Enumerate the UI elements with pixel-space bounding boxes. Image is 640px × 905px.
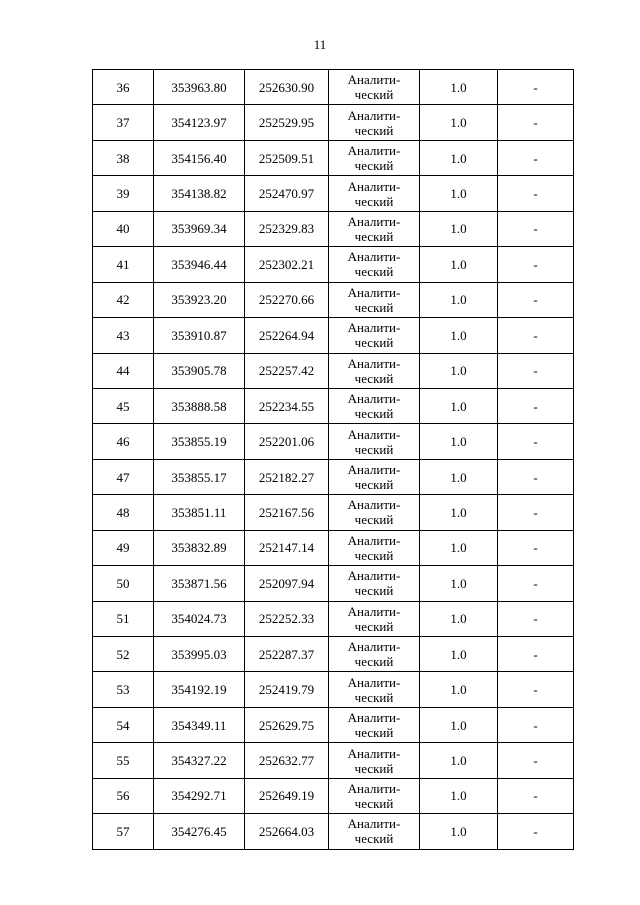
method-cell — [329, 318, 420, 353]
method-line-2: ческий — [354, 725, 394, 741]
y-coordinate-cell: 252097.94 — [245, 566, 329, 601]
method-line-1: Аналити- — [347, 426, 401, 442]
table-row — [93, 601, 574, 636]
method-cell — [329, 140, 420, 175]
table-row — [93, 211, 574, 246]
method-cell — [329, 637, 420, 672]
method-line-1: Аналити- — [347, 72, 401, 88]
y-coordinate-cell: 252270.66 — [245, 282, 329, 317]
method-cell — [329, 247, 420, 282]
method-line-1: Аналити- — [347, 710, 401, 726]
method-line-2: ческий — [354, 87, 394, 103]
method-line-2: ческий — [354, 193, 394, 209]
accuracy-cell: 1.0 — [420, 672, 498, 707]
method-line-1: Аналити- — [347, 816, 401, 832]
note-cell: - — [498, 247, 574, 282]
method-cell — [329, 424, 420, 459]
accuracy-cell: 1.0 — [420, 318, 498, 353]
accuracy-cell: 1.0 — [420, 70, 498, 105]
x-coordinate-cell: 353995.03 — [154, 637, 245, 672]
method-cell — [329, 814, 420, 849]
x-coordinate-cell: 354192.19 — [154, 672, 245, 707]
method-line-2: ческий — [354, 441, 394, 457]
table-row — [93, 566, 574, 601]
y-coordinate-cell: 252649.19 — [245, 778, 329, 813]
point-number-cell: 43 — [93, 318, 154, 353]
x-coordinate-cell: 353851.11 — [154, 495, 245, 530]
x-coordinate-cell: 354123.97 — [154, 105, 245, 140]
y-coordinate-cell: 252630.90 — [245, 70, 329, 105]
point-number-cell: 52 — [93, 637, 154, 672]
table-row — [93, 459, 574, 494]
accuracy-cell: 1.0 — [420, 211, 498, 246]
method-cell — [329, 282, 420, 317]
point-number-cell: 37 — [93, 105, 154, 140]
method-line-2: ческий — [354, 831, 394, 847]
note-cell: - — [498, 140, 574, 175]
table-row — [93, 388, 574, 423]
y-coordinate-cell: 252629.75 — [245, 707, 329, 742]
method-cell — [329, 495, 420, 530]
method-cell — [329, 672, 420, 707]
method-line-1: Аналити- — [347, 532, 401, 548]
method-line-2: ческий — [354, 547, 394, 563]
method-line-2: ческий — [354, 299, 394, 315]
x-coordinate-cell: 353905.78 — [154, 353, 245, 388]
method-line-2: ческий — [354, 618, 394, 634]
point-number-cell: 57 — [93, 814, 154, 849]
note-cell: - — [498, 743, 574, 778]
point-number-cell: 42 — [93, 282, 154, 317]
method-line-1: Аналити- — [347, 355, 401, 371]
method-cell — [329, 459, 420, 494]
point-number-cell: 49 — [93, 530, 154, 565]
method-line-2: ческий — [354, 583, 394, 599]
point-number-cell: 47 — [93, 459, 154, 494]
method-line-1: Аналити- — [347, 497, 401, 513]
table-row — [93, 353, 574, 388]
method-line-1: Аналити- — [347, 213, 401, 229]
point-number-cell: 56 — [93, 778, 154, 813]
note-cell: - — [498, 707, 574, 742]
method-line-1: Аналити- — [347, 143, 401, 159]
method-line-2: ческий — [354, 760, 394, 776]
x-coordinate-cell: 353910.87 — [154, 318, 245, 353]
method-line-1: Аналити- — [347, 107, 401, 123]
x-coordinate-cell: 353969.34 — [154, 211, 245, 246]
method-cell — [329, 176, 420, 211]
point-number-cell: 38 — [93, 140, 154, 175]
y-coordinate-cell: 252664.03 — [245, 814, 329, 849]
y-coordinate-cell: 252419.79 — [245, 672, 329, 707]
table-row — [93, 424, 574, 459]
table-row — [93, 176, 574, 211]
note-cell: - — [498, 530, 574, 565]
method-cell — [329, 566, 420, 601]
table-row — [93, 105, 574, 140]
table-row — [93, 140, 574, 175]
table-row — [93, 247, 574, 282]
method-cell — [329, 707, 420, 742]
method-line-2: ческий — [354, 689, 394, 705]
method-line-2: ческий — [354, 228, 394, 244]
point-number-cell: 41 — [93, 247, 154, 282]
method-line-2: ческий — [354, 406, 394, 422]
note-cell: - — [498, 353, 574, 388]
point-number-cell: 55 — [93, 743, 154, 778]
method-line-1: Аналити- — [347, 249, 401, 265]
y-coordinate-cell: 252234.55 — [245, 388, 329, 423]
note-cell: - — [498, 211, 574, 246]
x-coordinate-cell: 353963.80 — [154, 70, 245, 105]
note-cell: - — [498, 176, 574, 211]
x-coordinate-cell: 353946.44 — [154, 247, 245, 282]
accuracy-cell: 1.0 — [420, 282, 498, 317]
x-coordinate-cell: 354292.71 — [154, 778, 245, 813]
note-cell: - — [498, 495, 574, 530]
table-row — [93, 495, 574, 530]
accuracy-cell: 1.0 — [420, 530, 498, 565]
method-line-2: ческий — [354, 264, 394, 280]
x-coordinate-cell: 354327.22 — [154, 743, 245, 778]
x-coordinate-cell: 354156.40 — [154, 140, 245, 175]
method-line-1: Аналити- — [347, 674, 401, 690]
point-number-cell: 50 — [93, 566, 154, 601]
y-coordinate-cell: 252252.33 — [245, 601, 329, 636]
method-line-1: Аналити- — [347, 568, 401, 584]
x-coordinate-cell: 353855.19 — [154, 424, 245, 459]
point-number-cell: 54 — [93, 707, 154, 742]
y-coordinate-cell: 252470.97 — [245, 176, 329, 211]
note-cell: - — [498, 459, 574, 494]
method-line-2: ческий — [354, 477, 394, 493]
y-coordinate-cell: 252264.94 — [245, 318, 329, 353]
table-row — [93, 318, 574, 353]
method-cell — [329, 353, 420, 388]
method-cell — [329, 211, 420, 246]
accuracy-cell: 1.0 — [420, 495, 498, 530]
note-cell: - — [498, 566, 574, 601]
method-cell — [329, 105, 420, 140]
accuracy-cell: 1.0 — [420, 105, 498, 140]
page-number: 11 — [313, 37, 327, 52]
accuracy-cell: 1.0 — [420, 743, 498, 778]
note-cell: - — [498, 388, 574, 423]
y-coordinate-cell: 252287.37 — [245, 637, 329, 672]
y-coordinate-cell: 252167.56 — [245, 495, 329, 530]
point-number-cell: 53 — [93, 672, 154, 707]
method-line-1: Аналити- — [347, 320, 401, 336]
note-cell: - — [498, 601, 574, 636]
x-coordinate-cell: 353888.58 — [154, 388, 245, 423]
method-cell — [329, 70, 420, 105]
method-cell — [329, 743, 420, 778]
table-row — [93, 778, 574, 813]
accuracy-cell: 1.0 — [420, 778, 498, 813]
table-row — [93, 743, 574, 778]
method-line-2: ческий — [354, 654, 394, 670]
accuracy-cell: 1.0 — [420, 601, 498, 636]
point-number-cell: 45 — [93, 388, 154, 423]
x-coordinate-cell: 353855.17 — [154, 459, 245, 494]
method-line-1: Аналити- — [347, 780, 401, 796]
y-coordinate-cell: 252201.06 — [245, 424, 329, 459]
method-line-2: ческий — [354, 370, 394, 386]
note-cell: - — [498, 282, 574, 317]
point-number-cell: 51 — [93, 601, 154, 636]
x-coordinate-cell: 354138.82 — [154, 176, 245, 211]
table-row — [93, 530, 574, 565]
y-coordinate-cell: 252182.27 — [245, 459, 329, 494]
point-number-cell: 39 — [93, 176, 154, 211]
table-row — [93, 282, 574, 317]
y-coordinate-cell: 252509.51 — [245, 140, 329, 175]
y-coordinate-cell: 252329.83 — [245, 211, 329, 246]
accuracy-cell: 1.0 — [420, 637, 498, 672]
accuracy-cell: 1.0 — [420, 140, 498, 175]
note-cell: - — [498, 814, 574, 849]
point-number-cell: 36 — [93, 70, 154, 105]
table-body — [93, 70, 574, 850]
note-cell: - — [498, 318, 574, 353]
accuracy-cell: 1.0 — [420, 424, 498, 459]
table-row — [93, 814, 574, 849]
y-coordinate-cell: 252632.77 — [245, 743, 329, 778]
note-cell: - — [498, 424, 574, 459]
method-line-2: ческий — [354, 795, 394, 811]
point-number-cell: 48 — [93, 495, 154, 530]
table-row — [93, 672, 574, 707]
accuracy-cell: 1.0 — [420, 566, 498, 601]
method-line-1: Аналити- — [347, 284, 401, 300]
x-coordinate-cell: 354349.11 — [154, 707, 245, 742]
method-cell — [329, 601, 420, 636]
method-cell — [329, 778, 420, 813]
y-coordinate-cell: 252257.42 — [245, 353, 329, 388]
accuracy-cell: 1.0 — [420, 176, 498, 211]
accuracy-cell: 1.0 — [420, 353, 498, 388]
accuracy-cell: 1.0 — [420, 814, 498, 849]
note-cell: - — [498, 672, 574, 707]
table-row — [93, 70, 574, 105]
method-line-1: Аналити- — [347, 462, 401, 478]
x-coordinate-cell: 353923.20 — [154, 282, 245, 317]
note-cell: - — [498, 637, 574, 672]
x-coordinate-cell: 353871.56 — [154, 566, 245, 601]
method-line-2: ческий — [354, 158, 394, 174]
note-cell: - — [498, 105, 574, 140]
accuracy-cell: 1.0 — [420, 459, 498, 494]
x-coordinate-cell: 354276.45 — [154, 814, 245, 849]
accuracy-cell: 1.0 — [420, 707, 498, 742]
method-line-1: Аналити- — [347, 178, 401, 194]
y-coordinate-cell: 252147.14 — [245, 530, 329, 565]
note-cell: - — [498, 778, 574, 813]
note-cell: - — [498, 70, 574, 105]
table-row — [93, 637, 574, 672]
x-coordinate-cell: 353832.89 — [154, 530, 245, 565]
method-line-1: Аналити- — [347, 391, 401, 407]
method-line-2: ческий — [354, 335, 394, 351]
x-coordinate-cell: 354024.73 — [154, 601, 245, 636]
method-line-1: Аналити- — [347, 639, 401, 655]
method-line-1: Аналити- — [347, 603, 401, 619]
method-cell — [329, 388, 420, 423]
accuracy-cell: 1.0 — [420, 388, 498, 423]
coordinates-table — [92, 69, 574, 850]
method-line-1: Аналити- — [347, 745, 401, 761]
method-cell — [329, 530, 420, 565]
y-coordinate-cell: 252529.95 — [245, 105, 329, 140]
table-row — [93, 707, 574, 742]
accuracy-cell: 1.0 — [420, 247, 498, 282]
point-number-cell: 44 — [93, 353, 154, 388]
point-number-cell: 40 — [93, 211, 154, 246]
y-coordinate-cell: 252302.21 — [245, 247, 329, 282]
method-line-2: ческий — [354, 122, 394, 138]
method-line-2: ческий — [354, 512, 394, 528]
point-number-cell: 46 — [93, 424, 154, 459]
